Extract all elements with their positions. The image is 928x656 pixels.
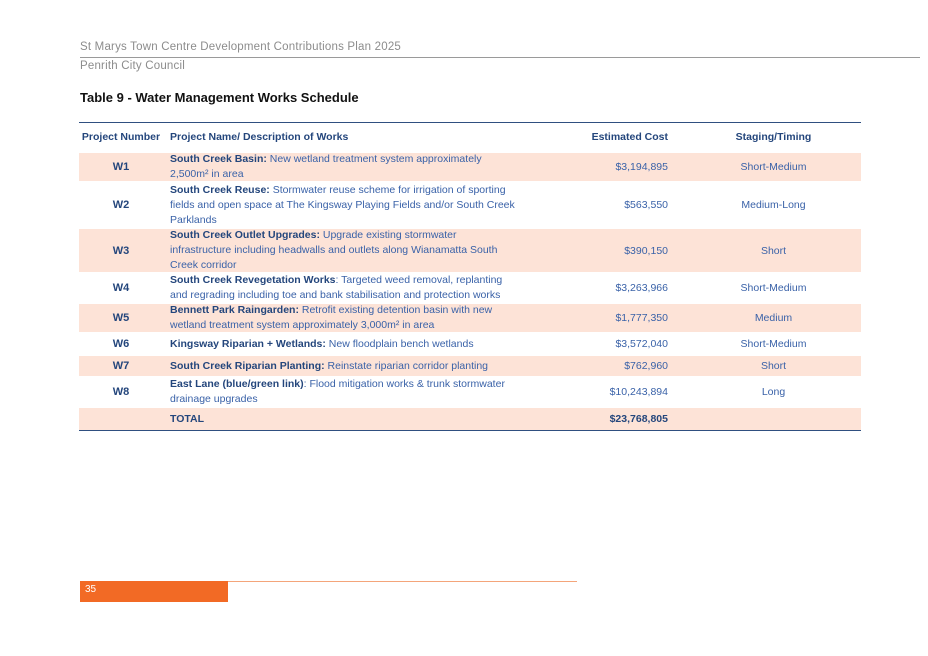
project-number: W7 <box>112 360 130 372</box>
table-title: Table 9 - Water Management Works Schedule <box>80 90 359 105</box>
project-name: South Creek Basin: <box>170 153 267 165</box>
document-title: St Marys Town Centre Development Contributions Plan 2025 <box>80 41 402 53</box>
estimated-cost: $3,194,895 <box>615 161 668 173</box>
project-detail: Reinstate riparian corridor planting <box>324 359 489 372</box>
project-number: W2 <box>112 199 130 211</box>
project-name: Bennett Park Raingarden: <box>170 304 299 316</box>
project-number: W1 <box>112 161 130 173</box>
table-row <box>79 378 861 408</box>
staging-timing: Short <box>760 244 787 257</box>
project-detail: : Flood mitigation works & trunk stormwater drainage upgrades <box>170 378 505 405</box>
estimated-cost: $10,243,894 <box>609 386 668 398</box>
project-description <box>163 359 520 374</box>
project-number: W5 <box>112 312 130 324</box>
table-row <box>79 229 861 274</box>
project-description <box>163 273 520 303</box>
page-number: 35 <box>85 584 97 595</box>
project-detail: Stormwater reuse scheme for irrigation of sporting fields and open space at The Kingsway Playing Fields and/or South Creek Parklands <box>170 183 515 226</box>
table-header-row <box>79 123 861 153</box>
staging-timing: Short-Medium <box>740 338 807 350</box>
project-detail: Retrofit existing detention basin with new wetland treatment system approximately 3,000m² in area <box>170 304 493 331</box>
council-name: Penrith City Council <box>80 60 185 72</box>
table-row <box>79 153 861 183</box>
project-description <box>163 152 520 182</box>
project-name: South Creek Reuse: <box>170 183 270 196</box>
project-description <box>163 228 520 273</box>
total-cost: $23,768,805 <box>609 413 668 425</box>
project-description <box>163 183 520 228</box>
estimated-cost: $1,777,350 <box>615 312 668 324</box>
project-number: W3 <box>112 244 130 257</box>
page-number-tab <box>80 581 228 602</box>
table-row <box>79 274 861 304</box>
estimated-cost: $390,150 <box>624 244 668 257</box>
project-name: East Lane (blue/green link) <box>170 378 304 390</box>
col-header-description: Project Name/ Description of Works <box>170 131 349 143</box>
table-row <box>79 334 861 356</box>
staging-timing: Long <box>761 386 786 398</box>
project-number: W8 <box>112 386 130 398</box>
staging-timing: Short-Medium <box>740 161 807 173</box>
table-row <box>79 183 861 229</box>
project-number: W4 <box>112 282 130 294</box>
staging-timing: Short-Medium <box>740 282 807 294</box>
project-name: South Creek Riparian Planting: <box>170 359 325 372</box>
table-row <box>79 304 861 334</box>
project-description <box>163 303 520 333</box>
staging-timing: Medium <box>754 312 793 324</box>
staging-timing: Short <box>760 360 787 372</box>
col-header-cost: Estimated Cost <box>591 131 668 143</box>
col-header-staging: Staging/Timing <box>735 131 812 143</box>
project-description <box>163 377 520 407</box>
total-label: TOTAL <box>170 412 205 425</box>
project-detail: : Targeted weed removal, replanting and regrading including toe and bank stabilisation and protection works <box>170 274 503 301</box>
estimated-cost: $3,572,040 <box>615 338 668 350</box>
project-description <box>163 337 520 352</box>
project-name: Kingsway Riparian + Wetlands: <box>170 337 326 350</box>
project-detail: New wetland treatment system approximately 2,500m² in area <box>170 153 482 180</box>
project-number: W6 <box>112 338 130 350</box>
estimated-cost: $563,550 <box>624 199 668 211</box>
estimated-cost: $3,263,966 <box>615 282 668 294</box>
estimated-cost: $762,960 <box>624 360 668 372</box>
works-schedule-table <box>79 122 861 431</box>
project-name: South Creek Revegetation Works <box>170 274 336 286</box>
col-header-number: Project Number <box>81 131 161 143</box>
project-name: South Creek Outlet Upgrades: <box>170 229 320 241</box>
total-row <box>79 408 861 430</box>
project-detail: New floodplain bench wetlands <box>325 337 474 350</box>
project-detail: Upgrade existing stormwater infrastructure including headwalls and outlets along Wianamatta South Creek corridor <box>170 229 498 271</box>
staging-timing: Medium-Long <box>741 199 806 211</box>
table-row <box>79 356 861 378</box>
table-bottom-rule <box>79 430 861 431</box>
header-divider <box>80 57 920 58</box>
